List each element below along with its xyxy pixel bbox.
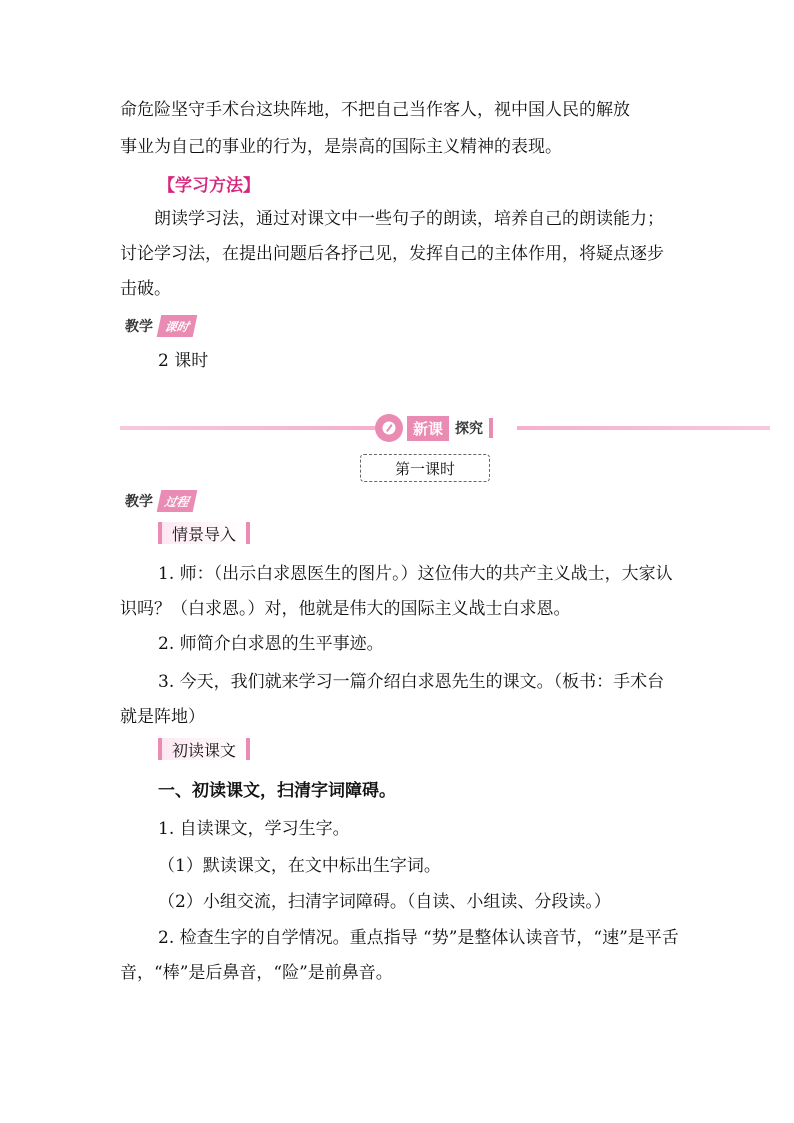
reading-heading: 初读课文 [162, 738, 246, 760]
teaching-process-tag [121, 490, 195, 512]
tag-left-label: 教学 [125, 494, 153, 510]
reading-sub-1: （1）默读课文，在文中标出生字词。 [158, 856, 441, 876]
method-heading: 【学习方法】 [158, 176, 260, 196]
banner-end-bar [489, 418, 493, 438]
intro-line-1: 命危险坚守手术台这块阵地，不把自己当作客人，视中国人民的解放 [120, 100, 630, 120]
tag-right-label: 过程 [157, 490, 198, 512]
reading-subheading: 一、初读课文，扫清字词障碍。 [158, 781, 396, 801]
banner-left-label: 新课 [407, 416, 449, 441]
tag-right-label: 课时 [157, 315, 198, 337]
heading-bar-right [246, 522, 250, 544]
banner-right-label: 探究 [455, 421, 484, 437]
banner-pen-icon [375, 414, 403, 442]
teaching-hours-tag [121, 315, 195, 337]
reading-item-1: 1. 自读课文，学习生字。 [158, 819, 350, 839]
tag-left-label: 教学 [125, 319, 153, 335]
hours-value: 2 课时 [158, 351, 209, 371]
intro-line-2: 事业为自己的事业的行为，是崇高的国际主义精神的表现。 [120, 137, 562, 157]
scene-heading: 情景导入 [162, 522, 246, 544]
scene-item-2: 2. 师简介白求恩的生平事迹。 [158, 634, 384, 654]
heading-bar-right [246, 738, 250, 760]
method-body: 朗读学习法，通过对课文中一些句子的朗读，培养自己的朗读能力；讨论学习法，在提出问题后各抒己见，发挥自己的主体作用，将疑点逐步击破。 [120, 209, 664, 299]
scene-item-1: 1. 师：（出示白求恩医生的图片。）这位伟大的共产主义战士，大家认识吗？（白求恩。）对，他就是伟大的国际主义战士白求恩。 [120, 564, 673, 619]
reading-sub-2: （2）小组交流，扫清字词障碍。（自读、小组读、分段读。） [158, 892, 611, 912]
scene-item-3: 3. 今天，我们就来学习一篇介绍白求恩先生的课文。（板书：手术台就是阵地） [120, 672, 665, 727]
reading-heading-box [158, 737, 250, 761]
lesson-title-box [360, 454, 490, 482]
new-lesson-banner [375, 414, 517, 442]
scene-heading-box [158, 521, 250, 545]
lesson-title: 第一课时 [394, 459, 455, 478]
reading-item-2: 2. 检查生字的自学情况。重点指导 “势”是整体认读音节，“速”是平舌音，“棒”是后鼻音，“险”是前鼻音。 [120, 928, 679, 983]
